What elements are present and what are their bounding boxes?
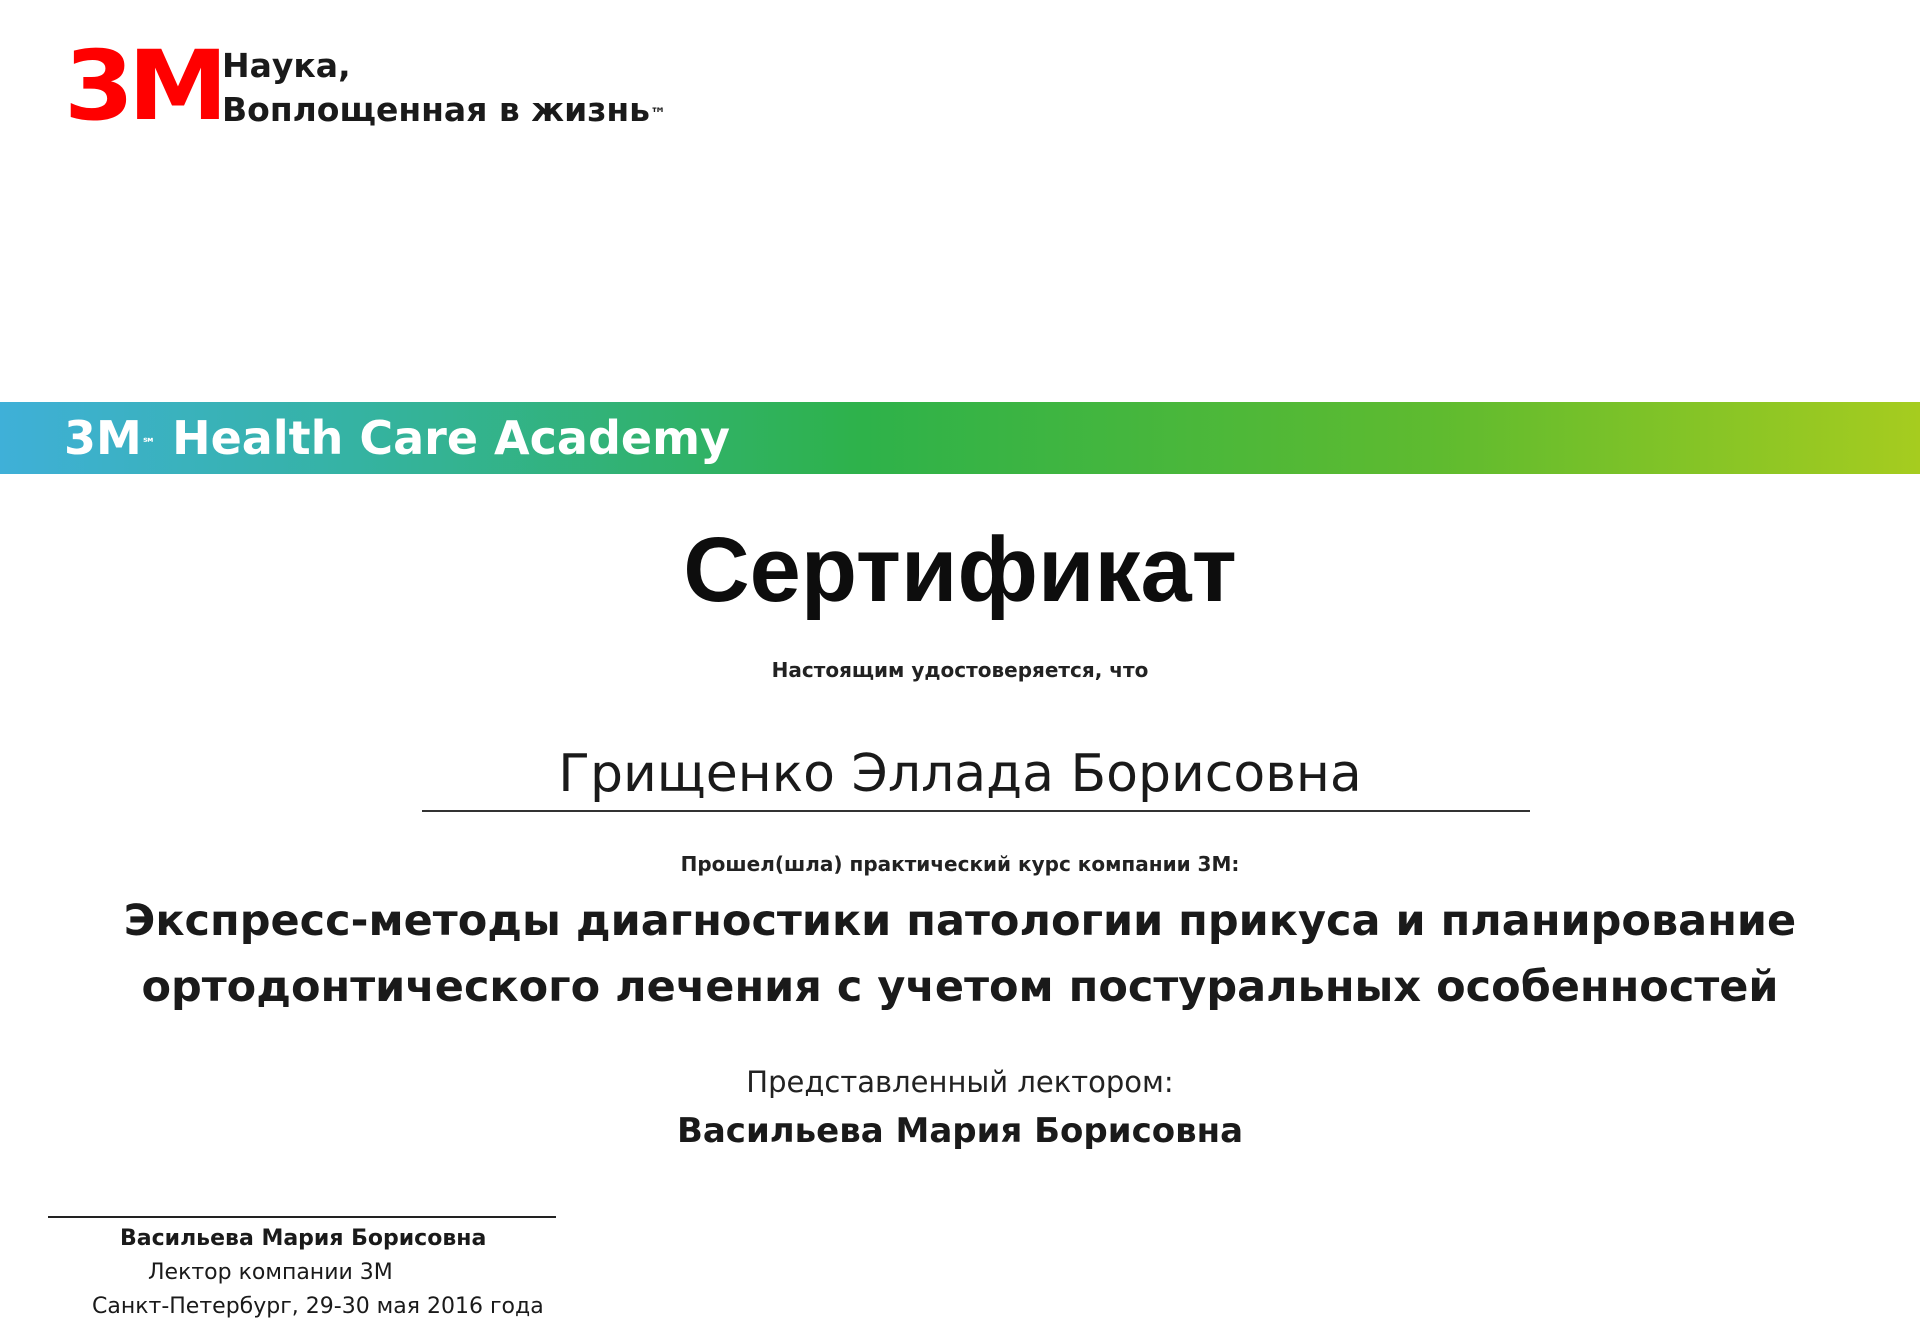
servicemark: ℠ [141, 436, 157, 452]
course-title-line1: Экспресс-методы диагностики патологии прикуса и планирование [123, 896, 1797, 946]
signature-name: Васильева Мария Борисовна [120, 1226, 487, 1251]
3m-logo: 3M [64, 30, 222, 142]
signature-role: Лектор компании 3М [148, 1260, 393, 1285]
tagline-line2: Воплощенная в жизнь™ [222, 90, 667, 129]
recipient-underline [422, 810, 1530, 812]
certify-text: Настоящим удостоверяется, что [771, 658, 1149, 682]
completed-text: Прошел(шла) практический курс компании 3М: [680, 852, 1240, 876]
academy-band [0, 402, 1920, 474]
signature-place-date: Санкт-Петербург, 29-30 мая 2016 года [92, 1294, 544, 1319]
course-title [120, 888, 1800, 1020]
tagline [222, 44, 666, 132]
academy-title: 3M℠ Health Care Academy [64, 411, 731, 465]
recipient-name: Грищенко Эллада Борисовна [558, 744, 1362, 804]
certificate-title: Сертификат [683, 519, 1237, 621]
trademark-mark: ™ [650, 104, 667, 123]
signature-line [48, 1216, 556, 1218]
presented-text: Представленный лектором: [746, 1065, 1174, 1099]
tagline-line1: Наука, [222, 46, 351, 85]
course-title-line2: ортодонтического лечения с учетом постуральных особенностей [141, 962, 1779, 1012]
lecturer-name: Васильева Мария Борисовна [676, 1111, 1244, 1151]
